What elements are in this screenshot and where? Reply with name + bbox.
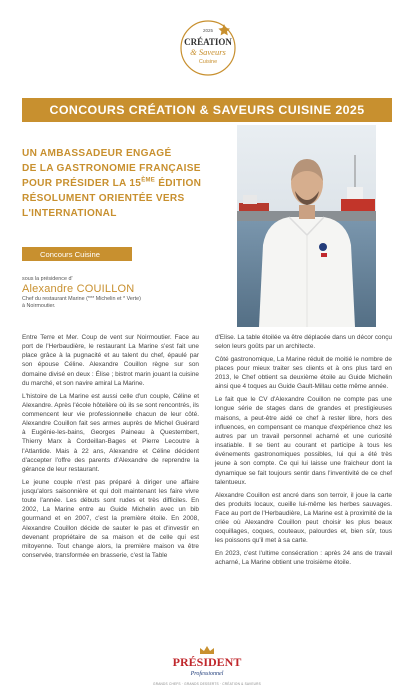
headline-line: DE LA GASTRONOMIE FRANÇAISE xyxy=(22,163,201,174)
headline-line: POUR PRÉSIDER LA 15ÈME ÉDITION xyxy=(22,177,202,189)
chef-last-name: COUILLON xyxy=(76,283,135,295)
chef-name xyxy=(22,283,134,295)
chef-description xyxy=(22,296,222,310)
president-logo xyxy=(170,644,244,682)
paragraph: Le jeune couple n'est pas préparé à diriger une affaire jusqu'alors saisonnière et qui doit maintenant les faire vivre toute l'année. Les débuts sont rudes et très difficiles. En 2002, La Marine entre au Guide Michelin avec un bib gourmand et en 2007, c'est la première étoile. En 2008, Alexandre Couillon décide de sauter le pas et d'investir en devenant propriétaire de sa maison et de celle qui est mitoyenne. Tout change alors, la première maison va être conservée, transformée en brasserie, c'est la Table xyxy=(22,478,199,559)
chef-first-name: Alexandre xyxy=(22,283,77,295)
banner-title: CONCOURS CRÉATION & SAVEURS CUISINE 2025 xyxy=(49,103,365,117)
paragraph: Alexandre Couillon est ancré dans son terroir, il joue la carte des produits locaux, cueille lui-même les herbes sauvages. Face au port de l'Herbaudière, La Marine est à proximité de la criée où Alexandre Couillon peut choisir les plus beaux coquillages, coques, couteaux, palourdes et, bien sûr, tous les poissons qu'il met à sa carte. xyxy=(215,491,392,545)
paragraph: Entre Terre et Mer. Coup de vent sur Noirmoutier. Face au port de l'Herbaudière, le restaurant La Marine s'est fait une place grâce à la pugnacité et au talent du chef, épaulé par son épouse Céline. Alexandre Couillon règne sur son domaine divisé en deux : Élise ; bistrot marin jouant la cuisine du marché, et son navire amiral La Marine. xyxy=(22,334,199,387)
logo-year: 2025 xyxy=(202,28,214,33)
crown-icon xyxy=(200,646,214,654)
logo-line3: Cuisine xyxy=(198,59,218,65)
brand-sub: Professionnel xyxy=(190,671,224,677)
article-column-left xyxy=(22,333,199,564)
headline-line: RÉSOLUMENT ORIENTÉE VERS xyxy=(22,193,185,204)
category-tag: Concours Cuisine xyxy=(22,247,132,261)
paragraph: L'histoire de La Marine est aussi celle d'un couple, Céline et Alexandre. Après l'école hôtelière où ils se sont rencontrés, ils commencent leur vie professionnelle chacun de leur côté. Alexandre Couillon fait ses armes auprès de Michel Guérard à Eugénie-les-bains, Georges Paineau à Questembert, Thierry Marx à Cordeillan-Bages et Pierre Lecoutre à l'Atlantide. Mais à 22 ans, Alexandre et Céline décident d'accepter l'offre des parents d'Alexandre de reprendre la gérance de leur restaurant. xyxy=(22,392,199,473)
logo-line2: & Saveurs xyxy=(190,47,226,57)
brand-name: PRÉSIDENT xyxy=(172,655,242,669)
contest-banner xyxy=(22,98,392,122)
headline xyxy=(22,146,232,221)
logo-line1: CRÉATION xyxy=(184,37,232,47)
headline-line: L'INTERNATIONAL xyxy=(22,208,117,219)
paragraph: Le fait que le CV d'Alexandre Couillon ne compte pas une longue série de stages dans de grandes et prestigieuses maisons, a peut-être aidé ce chef à rester libre, hors des influences, en compensant ce manque d'expérience chez les autres par un travail personnel acharné et une curiosité insatiable. Il se tient au courant et participe à tous les événements gastronomiques possibles, lui qui a été très jeune à son compte. Ce qui lui laisse une fraicheur dont la dynamique se fait toujours sentir dans l'inventivité de ce chef talentueux. xyxy=(215,396,392,486)
chef-photo xyxy=(237,125,376,327)
creation-saveurs-logo xyxy=(178,18,238,78)
presidence-label: sous la présidence d' xyxy=(22,276,73,282)
chef-location: à Noirmoutier. xyxy=(22,303,56,309)
headline-line: UN AMBASSADEUR ENGAGÉ xyxy=(22,148,172,159)
paragraph: d'Elise. La table étoilée va être déplacée dans un décor conçu selon leurs goûts par un architecte. xyxy=(215,334,392,351)
paragraph: En 2023, c'est l'ultime consécration : après 24 ans de travail acharné, La Marine obtient une troisième étoile. xyxy=(215,550,392,567)
article-column-right xyxy=(215,333,392,571)
footer-tagline: GRANDS CHEFS · GRANDS DESSERTS · CRÉATION & SAVEURS xyxy=(153,682,261,686)
chef-restaurant: Chef du restaurant Marine (*** Michelin et * Verte) xyxy=(22,296,141,302)
paragraph: Côté gastronomique, La Marine réduit de moitié le nombre de places pour mieux traiter ses clients et à ons plus tard en 2013, le Chef obtient sa deuxième étoile au Guide Michelin ainsi que 4 toques au Guide Gault-Millau cette même année. xyxy=(215,356,392,391)
